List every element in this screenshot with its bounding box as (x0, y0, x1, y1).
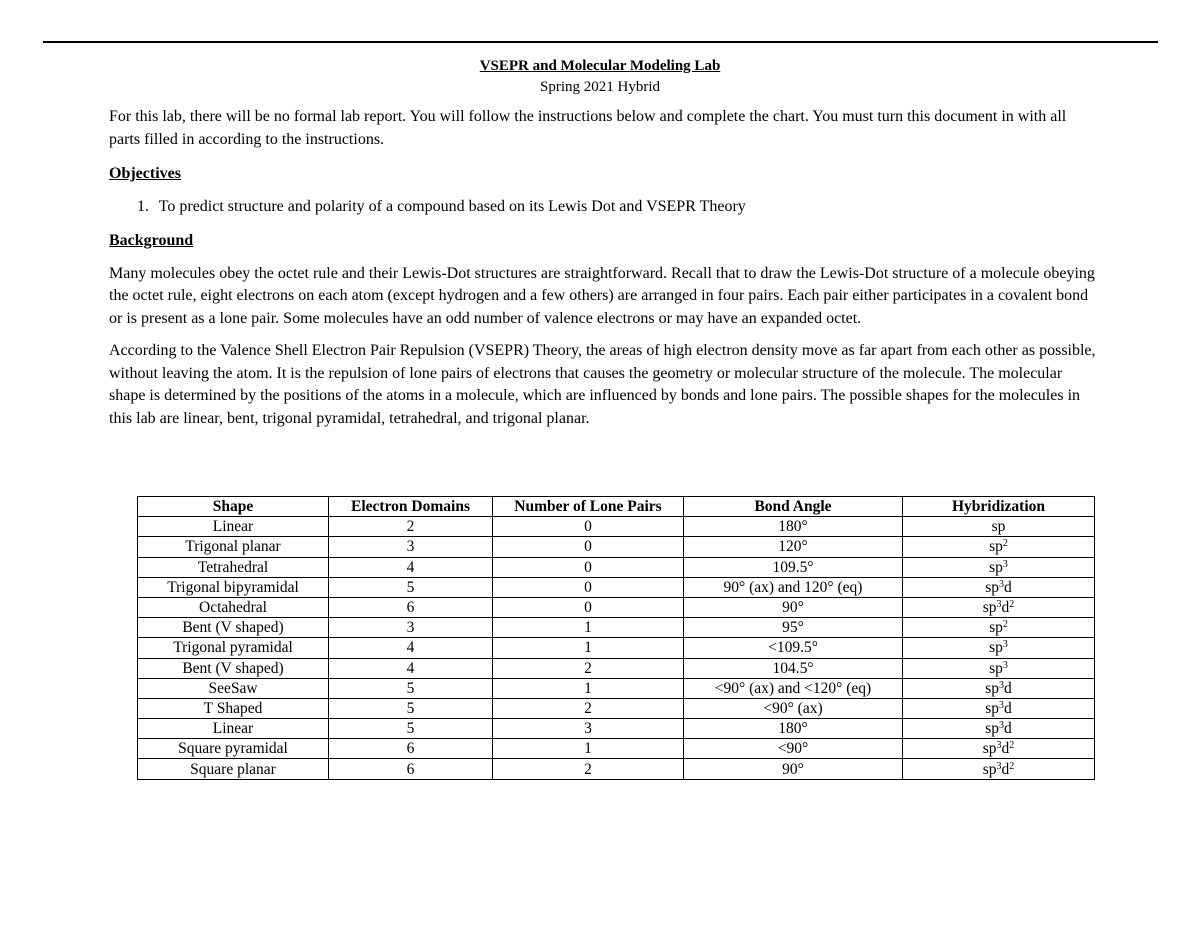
cell-bond-angle: <109.5° (684, 638, 903, 658)
hyb-d: d (1001, 740, 1010, 758)
cell-electron-domains: 6 (329, 739, 493, 759)
cell-shape: Bent (V shaped) (138, 658, 329, 678)
cell-shape: T Shaped (138, 698, 329, 718)
cell-lone-pairs: 0 (493, 597, 684, 617)
hyb-p-superscript: 3 (1002, 558, 1008, 570)
table-row (138, 577, 1095, 597)
cell-electron-domains: 5 (329, 678, 493, 698)
cell-bond-angle: <90° (ax) (684, 698, 903, 718)
cell-lone-pairs: 2 (493, 698, 684, 718)
cell-bond-angle: 180° (684, 719, 903, 739)
cell-electron-domains: 4 (329, 658, 493, 678)
cell-electron-domains: 6 (329, 759, 493, 779)
table-row (138, 698, 1095, 718)
header-shape: Shape (138, 497, 329, 517)
cell-electron-domains: 5 (329, 698, 493, 718)
hyb-p-superscript: 3 (999, 699, 1005, 711)
objectives-list (109, 196, 1099, 219)
cell-hybridization (903, 597, 1095, 617)
hyb-p-superscript: 3 (999, 720, 1005, 732)
background-paragraph-1: Many molecules obey the octet rule and their Lewis-Dot structures are straightforward. Recall that to draw the Lewis-Dot structure of a molecule obeying the octet rule, eight electrons on each atom (except hydrogen and a few others) are arranged in four pairs. Each pair either participates in a covalent bond or is present as a lone pair. Some molecules have an odd number of valence electrons or may have an expanded octet. (109, 264, 1095, 327)
cell-electron-domains: 6 (329, 597, 493, 617)
header-lone-pairs: Number of Lone Pairs (493, 497, 684, 517)
cell-hybridization (903, 557, 1095, 577)
hyb-base: sp (982, 599, 997, 617)
hyb-base: sp (985, 679, 1000, 697)
hyb-base: sp (989, 639, 1003, 657)
cell-hybridization (903, 698, 1095, 718)
cell-lone-pairs: 0 (493, 537, 684, 557)
table-row (138, 537, 1095, 557)
cell-shape: Linear (138, 517, 329, 537)
cell-lone-pairs: 1 (493, 638, 684, 658)
table-row (138, 678, 1095, 698)
cell-electron-domains: 3 (329, 537, 493, 557)
hyb-base: sp (985, 578, 1000, 596)
hyb-p-superscript: 3 (996, 740, 1002, 752)
cell-hybridization (903, 658, 1095, 678)
cell-hybridization (903, 517, 1095, 537)
cell-hybridization (903, 678, 1095, 698)
cell-bond-angle: 95° (684, 618, 903, 638)
hyb-base: sp (982, 740, 997, 758)
vsepr-table (137, 496, 1095, 780)
cell-lone-pairs: 2 (493, 658, 684, 678)
cell-hybridization (903, 719, 1095, 739)
cell-electron-domains: 2 (329, 517, 493, 537)
cell-electron-domains: 4 (329, 638, 493, 658)
cell-shape: Trigonal pyramidal (138, 638, 329, 658)
hyb-p-superscript: 3 (1002, 659, 1008, 671)
table-row (138, 557, 1095, 577)
cell-shape: Trigonal bipyramidal (138, 577, 329, 597)
cell-hybridization (903, 739, 1095, 759)
title-block (0, 55, 1200, 98)
cell-hybridization (903, 618, 1095, 638)
cell-shape: Square pyramidal (138, 739, 329, 759)
cell-lone-pairs: 1 (493, 618, 684, 638)
header-electron-domains: Electron Domains (329, 497, 493, 517)
table-header-row (138, 497, 1095, 517)
hyb-d-superscript: 2 (1009, 740, 1015, 752)
list-item (137, 196, 1099, 219)
cell-hybridization (903, 537, 1095, 557)
hyb-base: sp (985, 699, 1000, 717)
hyb-d: d (1004, 679, 1012, 697)
cell-lone-pairs: 0 (493, 577, 684, 597)
table-row (138, 597, 1095, 617)
cell-lone-pairs: 0 (493, 557, 684, 577)
hyb-p-superscript: 3 (999, 578, 1005, 590)
background-heading: Background (109, 232, 194, 249)
hyb-base: sp (989, 619, 1003, 637)
table-body (138, 517, 1095, 779)
hyb-p-superscript: 3 (996, 599, 1002, 611)
cell-electron-domains: 5 (329, 577, 493, 597)
cell-shape: Bent (V shaped) (138, 618, 329, 638)
hyb-p-superscript: 2 (1002, 538, 1008, 550)
list-item-text: To predict structure and polarity of a compound based on its Lewis Dot and VSEPR Theory (158, 197, 746, 215)
intro-paragraph: For this lab, there will be no formal lab report. You will follow the instructions below and complete the chart. You must turn this document in with all parts filled in according to the instructions. (109, 108, 1067, 148)
hyb-d-superscript: 2 (1009, 760, 1015, 772)
cell-bond-angle: 109.5° (684, 557, 903, 577)
hyb-p-superscript: 3 (996, 760, 1002, 772)
cell-shape: Octahedral (138, 597, 329, 617)
hyb-p-superscript: 3 (1002, 639, 1008, 651)
table-row (138, 759, 1095, 779)
table-row (138, 638, 1095, 658)
document-page (109, 55, 1099, 430)
cell-bond-angle: <90° (684, 739, 903, 759)
header-bond-angle: Bond Angle (684, 497, 903, 517)
document-subtitle: Spring 2021 Hybrid (540, 79, 660, 95)
table-row (138, 517, 1095, 537)
hyb-d: d (1001, 760, 1010, 778)
table-row (138, 658, 1095, 678)
cell-bond-angle: 180° (684, 517, 903, 537)
cell-lone-pairs: 3 (493, 719, 684, 739)
cell-bond-angle: 90° (684, 759, 903, 779)
hyb-base: sp (985, 720, 1000, 738)
cell-electron-domains: 3 (329, 618, 493, 638)
cell-lone-pairs: 0 (493, 517, 684, 537)
hyb-base: sp (989, 538, 1003, 556)
cell-lone-pairs: 1 (493, 678, 684, 698)
objectives-heading: Objectives (109, 165, 181, 182)
hyb-d-superscript: 2 (1009, 599, 1015, 611)
header-hybridization: Hybridization (903, 497, 1095, 517)
hyb-p-superscript: 3 (999, 679, 1005, 691)
cell-shape: Trigonal planar (138, 537, 329, 557)
cell-hybridization (903, 638, 1095, 658)
cell-bond-angle: 120° (684, 537, 903, 557)
cell-bond-angle: 104.5° (684, 658, 903, 678)
hyb-d: d (1001, 599, 1010, 617)
cell-hybridization (903, 577, 1095, 597)
top-rule (43, 41, 1158, 43)
table-row (138, 739, 1095, 759)
cell-shape: Square planar (138, 759, 329, 779)
cell-bond-angle: 90° (ax) and 120° (eq) (684, 577, 903, 597)
table-row (138, 618, 1095, 638)
cell-bond-angle: 90° (684, 597, 903, 617)
hyb-d: d (1004, 699, 1012, 717)
list-item-number: 1. (137, 197, 149, 215)
cell-hybridization (903, 759, 1095, 779)
hyb-base: sp (989, 558, 1003, 576)
cell-shape: Tetrahedral (138, 557, 329, 577)
cell-shape: Linear (138, 719, 329, 739)
document-title: VSEPR and Molecular Modeling Lab (479, 58, 721, 74)
cell-electron-domains: 5 (329, 719, 493, 739)
cell-electron-domains: 4 (329, 557, 493, 577)
background-paragraph-2: According to the Valence Shell Electron Pair Repulsion (VSEPR) Theory, the areas of high electron density move as far apart from each other as possible, without leaving the atom. It is the repulsion of lone pairs of electrons that causes the geometry or molecular structure of the molecule. The molecular shape is determined by the positions of the atoms in a molecule, which are influenced by bonds and lone pairs. The possible shapes for the molecules in this lab are linear, bent, trigonal pyramidal, tetrahedral, and trigonal planar. (109, 342, 1096, 427)
hyb-p-superscript: 2 (1002, 619, 1008, 631)
cell-bond-angle: <90° (ax) and <120° (eq) (684, 678, 903, 698)
cell-lone-pairs: 1 (493, 739, 684, 759)
table-row (138, 719, 1095, 739)
hyb-base: sp (982, 760, 997, 778)
hyb-base: sp (989, 659, 1003, 677)
cell-lone-pairs: 2 (493, 759, 684, 779)
hyb-base: sp (991, 518, 1006, 536)
hyb-d: d (1004, 578, 1012, 596)
hyb-d: d (1004, 720, 1012, 738)
cell-shape: SeeSaw (138, 678, 329, 698)
